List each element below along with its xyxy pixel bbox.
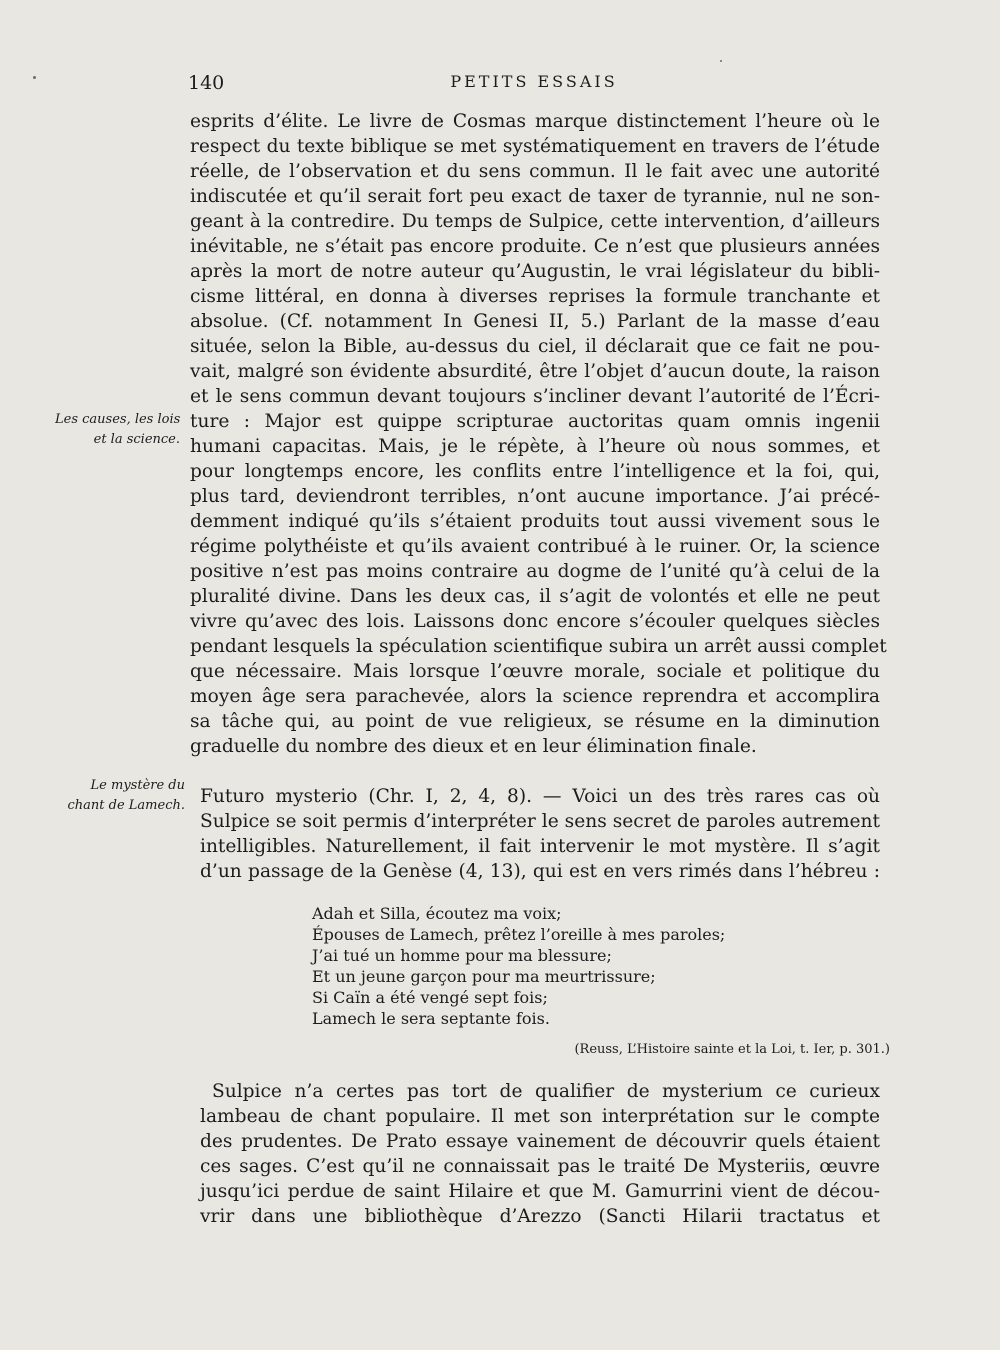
text-line: ces sages. C’est qu’il ne connaissait pas le traité De Mysteriis, œuvre: [200, 1156, 880, 1177]
text-line: régime polythéiste et qu’ils avaient contribué à le ruiner. Or, la science: [190, 536, 880, 557]
page-speck: [33, 76, 36, 79]
text-line: pendant lesquels la spéculation scientifique subira un arrêt aussi complet: [190, 636, 887, 657]
sidenote-mystere: [55, 776, 185, 816]
text-line: que nécessaire. Mais lorsque l’œuvre morale, sociale et politique du: [190, 661, 880, 682]
text-line: intelligibles. Naturellement, il fait intervenir le mot mystère. Il s’agit: [200, 836, 880, 857]
text-line: pour longtemps encore, les conflits entre l’intelligence et la foi, qui,: [190, 461, 880, 482]
text-line: sa tâche qui, au point de vue religieux, se résume en la diminution: [190, 711, 880, 732]
poem-line: Adah et Silla, écoutez ma voix;: [312, 904, 562, 923]
text-line: vait, malgré son évidente absurdité, être l’objet d’aucun doute, la raison: [190, 361, 880, 382]
text-line: cisme littéral, en donna à diverses reprises la formule tranchante et: [190, 286, 880, 307]
text-line: Sulpice se soit permis d’interpréter le sens secret de paroles autrement: [200, 811, 880, 832]
text-line: vivre qu’avec des lois. Laissons donc encore s’écouler quelques siècles: [190, 611, 880, 632]
poem-line: J’ai tué un homme pour ma blessure;: [312, 946, 612, 965]
text-line: après la mort de notre auteur qu’Augustin, le vrai législateur du bibli-: [190, 261, 880, 282]
poem-line: Épouses de Lamech, prêtez l’oreille à mes paroles;: [312, 925, 726, 944]
text-line: plus tard, deviendront terribles, n’ont aucune importance. J’ai précé-: [190, 486, 880, 507]
text-line: esprits d’élite. Le livre de Cosmas marque distinctement l’heure où le: [190, 111, 880, 132]
text-line: indiscutée et qu’il serait fort peu exact de taxer de tyrannie, nul ne son-: [190, 186, 880, 207]
running-title: PETITS ESSAIS: [450, 72, 618, 91]
page-speck: [720, 60, 722, 62]
sidenote-line: Les causes, les lois: [55, 412, 181, 427]
page-header: [188, 72, 880, 102]
text-line: graduelle du nombre des dieux et en leur élimination finale.: [190, 736, 757, 757]
sidenote-line: et la science.: [93, 432, 180, 447]
text-line: jusqu’ici perdue de saint Hilaire et que M. Gamurrini vient de décou-: [200, 1181, 880, 1202]
poem-line: Si Caïn a été vengé sept fois;: [312, 988, 548, 1007]
text-line: vrir dans une bibliothèque d’Arezzo (Sancti Hilarii tractatus et: [200, 1206, 880, 1227]
text-line: pluralité divine. Dans les deux cas, il s’agit de volontés et elle ne peut: [190, 586, 880, 607]
text-line: d’un passage de la Genèse (4, 13), qui est en vers rimés dans l’hébreu :: [200, 861, 880, 882]
text-line: située, selon la Bible, au-dessus du ciel, il déclarait que ce fait ne pou-: [190, 336, 880, 357]
text-line: Sulpice n’a certes pas tort de qualifier de mysterium ce curieux: [212, 1081, 880, 1102]
text-line: lambeau de chant populaire. Il met son interprétation sur le compte: [200, 1106, 880, 1127]
text-line: geant à la contredire. Du temps de Sulpice, cette intervention, d’ailleurs: [190, 211, 880, 232]
citation: (Reuss, L’Histoire sainte et la Loi, t. Ier, p. 301.): [574, 1042, 890, 1057]
text-line: des prudentes. De Prato essaye vainement de découvrir quels étaient: [200, 1131, 880, 1152]
text-line: inévitable, ne s’était pas encore produite. Ce n’est que plusieurs années: [190, 236, 880, 257]
sidenote-causes: [55, 410, 180, 450]
poem-line: Lamech le sera septante fois.: [312, 1009, 550, 1028]
sidenote-line: Le mystère du: [90, 778, 185, 793]
text-line: absolue. (Cf. notamment In Genesi II, 5.) Parlant de la masse d’eau: [190, 311, 880, 332]
text-line: et le sens commun devant toujours s’incliner devant l’autorité de l’Écri-: [190, 386, 880, 407]
page-number: 140: [188, 72, 225, 94]
sidenote-line: chant de Lamech.: [67, 798, 185, 813]
text-line: moyen âge sera parachevée, alors la science reprendra et accomplira: [190, 686, 880, 707]
text-line: demment indiqué qu’ils s’étaient produits tout aussi vivement sous le: [190, 511, 880, 532]
text-line: positive n’est pas moins contraire au dogme de l’unité qu’à celui de la: [190, 561, 880, 582]
text-line: respect du texte biblique se met systématiquement en travers de l’étude: [190, 136, 880, 157]
text-line: Futuro mysterio (Chr. I, 2, 4, 8). — Voici un des très rares cas où: [200, 786, 880, 807]
poem-line: Et un jeune garçon pour ma meurtrissure;: [312, 967, 656, 986]
text-line: humani capacitas. Mais, je le répète, à l’heure où nous sommes, et: [190, 436, 880, 457]
text-line: ture : Major est quippe scripturae auctoritas quam omnis ingenii: [190, 411, 880, 432]
text-line: réelle, de l’observation et du sens commun. Il le fait avec une autorité: [190, 161, 880, 182]
